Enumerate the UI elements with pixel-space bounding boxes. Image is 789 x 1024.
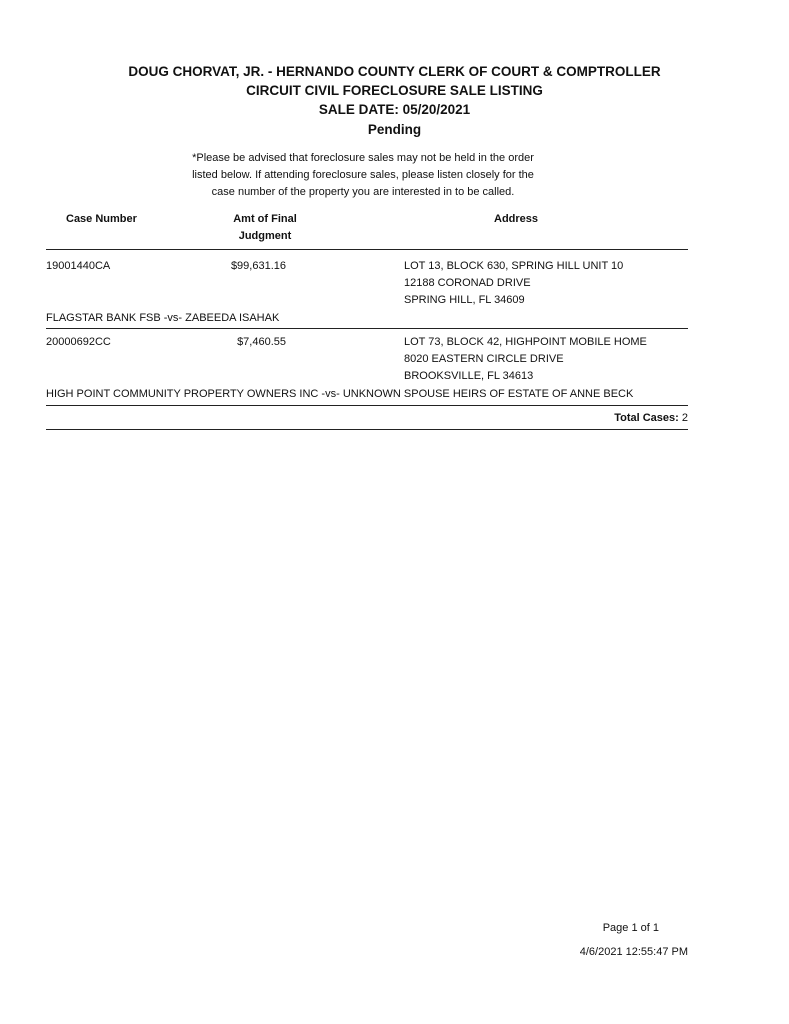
address-line: 8020 EASTERN CIRCLE DRIVE bbox=[404, 353, 564, 365]
notice-line: *Please be advised that foreclosure sales may not be held in the order bbox=[192, 152, 534, 164]
print-timestamp: 4/6/2021 12:55:47 PM bbox=[579, 946, 688, 958]
case-parties: HIGH POINT COMMUNITY PROPERTY OWNERS INC -vs- UNKNOWN SPOUSE HEIRS OF ESTATE OF ANNE BECK bbox=[46, 388, 634, 400]
address-line: LOT 73, BLOCK 42, HIGHPOINT MOBILE HOME bbox=[404, 336, 647, 348]
column-header-amount-line1: Amt of Final bbox=[233, 213, 297, 225]
row-divider bbox=[46, 328, 688, 329]
sale-notice bbox=[150, 150, 576, 201]
header-sale-date: SALE DATE: 05/20/2021 bbox=[318, 102, 471, 117]
address-line: BROOKSVILLE, FL 34613 bbox=[404, 370, 534, 382]
page-number: Page 1 of 1 bbox=[602, 922, 659, 934]
judgment-amount: $99,631.16 bbox=[230, 260, 286, 272]
total-divider bbox=[46, 429, 688, 430]
notice-line: listed below. If attending foreclosure sales, please listen closely for the bbox=[192, 169, 534, 181]
case-number: 19001440CA bbox=[46, 260, 111, 272]
header-clerk-title: DOUG CHORVAT, JR. - HERNANDO COUNTY CLERK OF COURT & COMPTROLLER bbox=[128, 64, 661, 79]
header-divider bbox=[46, 249, 688, 250]
row-divider bbox=[46, 405, 688, 406]
header-status: Pending bbox=[367, 122, 422, 137]
judgment-amount: $7,460.55 bbox=[237, 336, 286, 348]
column-header-case-number: Case Number bbox=[66, 213, 137, 225]
header-listing-title: CIRCUIT CIVIL FORECLOSURE SALE LISTING bbox=[246, 83, 543, 98]
case-number: 20000692CC bbox=[46, 336, 111, 348]
address-line: SPRING HILL, FL 34609 bbox=[404, 294, 525, 306]
column-header-amount bbox=[200, 211, 330, 245]
column-header-address: Address bbox=[494, 213, 539, 225]
notice-line: case number of the property you are interested in to be called. bbox=[211, 186, 515, 198]
case-parties: FLAGSTAR BANK FSB -vs- ZABEEDA ISAHAK bbox=[46, 312, 280, 324]
total-cases bbox=[614, 412, 688, 424]
address-line: LOT 13, BLOCK 630, SPRING HILL UNIT 10 bbox=[404, 260, 624, 272]
total-cases-value: 2 bbox=[681, 412, 688, 424]
address-line: 12188 CORONAD DRIVE bbox=[404, 277, 531, 289]
total-cases-label: Total Cases: bbox=[614, 412, 679, 424]
column-header-amount-line2: Judgment bbox=[238, 230, 292, 242]
